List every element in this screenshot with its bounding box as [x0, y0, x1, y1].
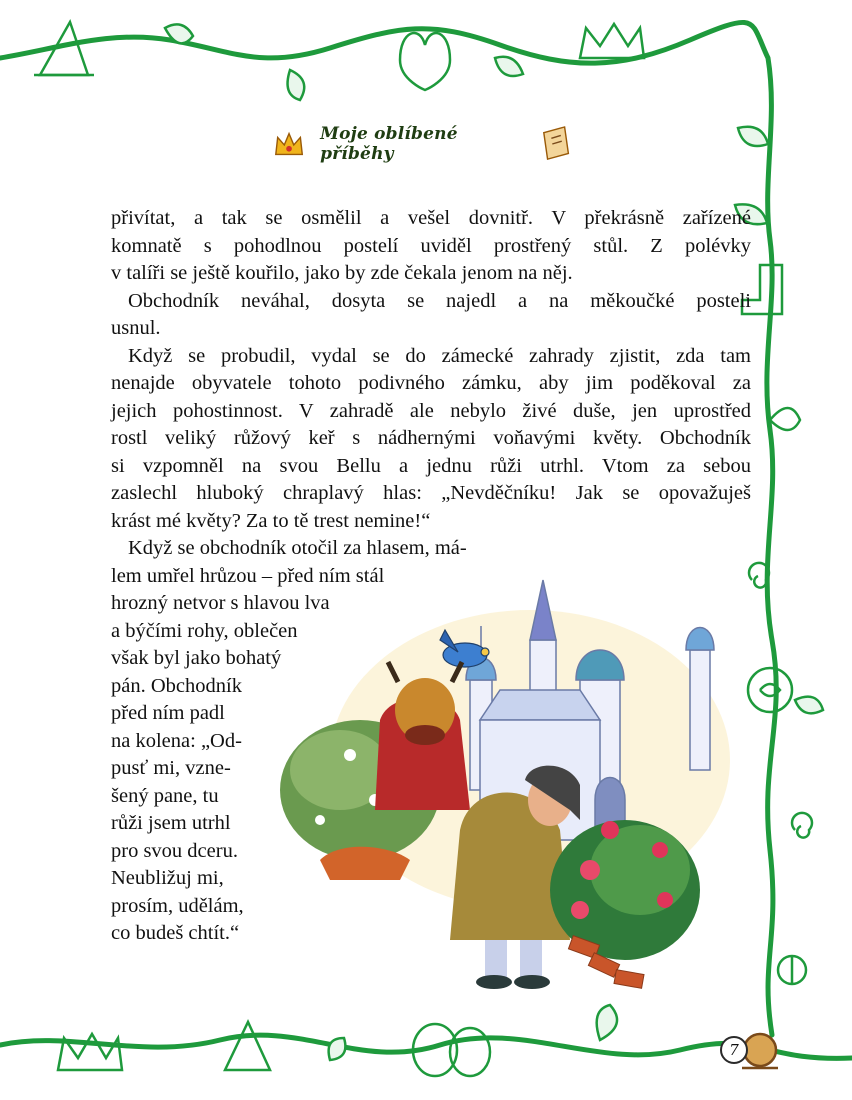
- paragraph: [111, 343, 751, 536]
- story-illustration: [280, 570, 735, 1000]
- text-line: a býčími rohy, oblečen: [111, 619, 298, 642]
- page-number: 7: [720, 1036, 748, 1064]
- text-line: si vzpomněl na svou Bellu a jednu růži utrhl. Vtom za sebou: [111, 454, 751, 477]
- text-line: šený pane, tu: [111, 784, 219, 807]
- page-header: [272, 122, 572, 166]
- text-line: před ním padl: [111, 702, 225, 724]
- text-line: na kolena: „Od-: [111, 729, 242, 752]
- text-line: jejich pohostinnost. V zahradě ale nebylo živé duše, jen uprostřed: [111, 399, 751, 422]
- text-line: zaslechl hluboký chraplavý hlas: „Nevděčníku! Jak se opovažuješ: [111, 482, 751, 504]
- text-line: pusť mi, vzne-: [111, 757, 231, 779]
- text-line: Neubližuj mi,: [111, 867, 224, 889]
- text-line: co budeš chtít.“: [111, 922, 240, 944]
- text-line: pán. Obchodník: [111, 674, 242, 697]
- text-line: lem umřel hrůzou – před ním stál: [111, 564, 385, 587]
- text-line: pro svou dceru.: [111, 839, 238, 862]
- text-line: však byl jako bohatý: [111, 647, 282, 669]
- text-line: Obchodník neváhal, dosyta se najedl a na měkoučké posteli: [128, 289, 751, 312]
- text-line: Když se probudil, vydal se do zámecké zahrady zjistit, zda tam: [128, 344, 751, 367]
- text-line: usnul.: [111, 317, 161, 339]
- text-line: nenajde obyvatele tohoto podivného zámku, aby jim poděkoval za: [111, 372, 751, 394]
- text-line: rostl veliký růžový keř s nádhernými voňavými květy. Obchodník: [111, 427, 751, 449]
- header-title: Moje oblíbené příběhy: [320, 124, 458, 164]
- crown-icon: [272, 129, 306, 159]
- text-line: růži jsem utrhl: [111, 812, 231, 834]
- text-line: prosím, udělám,: [111, 894, 244, 917]
- text-line: přivítat, a tak se osmělil a vešel dovnitř. V překrásně zařízené: [111, 207, 751, 229]
- text-line: komnatě s pohodlnou postelí uviděl prostřený stůl. Z polévky: [111, 234, 751, 257]
- paragraph: [111, 288, 751, 343]
- text-line: Když se obchodník otočil za hlasem, má-: [128, 537, 467, 559]
- text-line: hrozný netvor s hlavou lva: [111, 592, 330, 614]
- text-line: krást mé květy? Za to tě trest nemine!“: [111, 509, 431, 532]
- book-icon: [540, 124, 572, 164]
- paragraph: [111, 205, 751, 288]
- text-line: v talíři se ještě kouřilo, jako by zde čekala jenom na něj.: [111, 262, 573, 284]
